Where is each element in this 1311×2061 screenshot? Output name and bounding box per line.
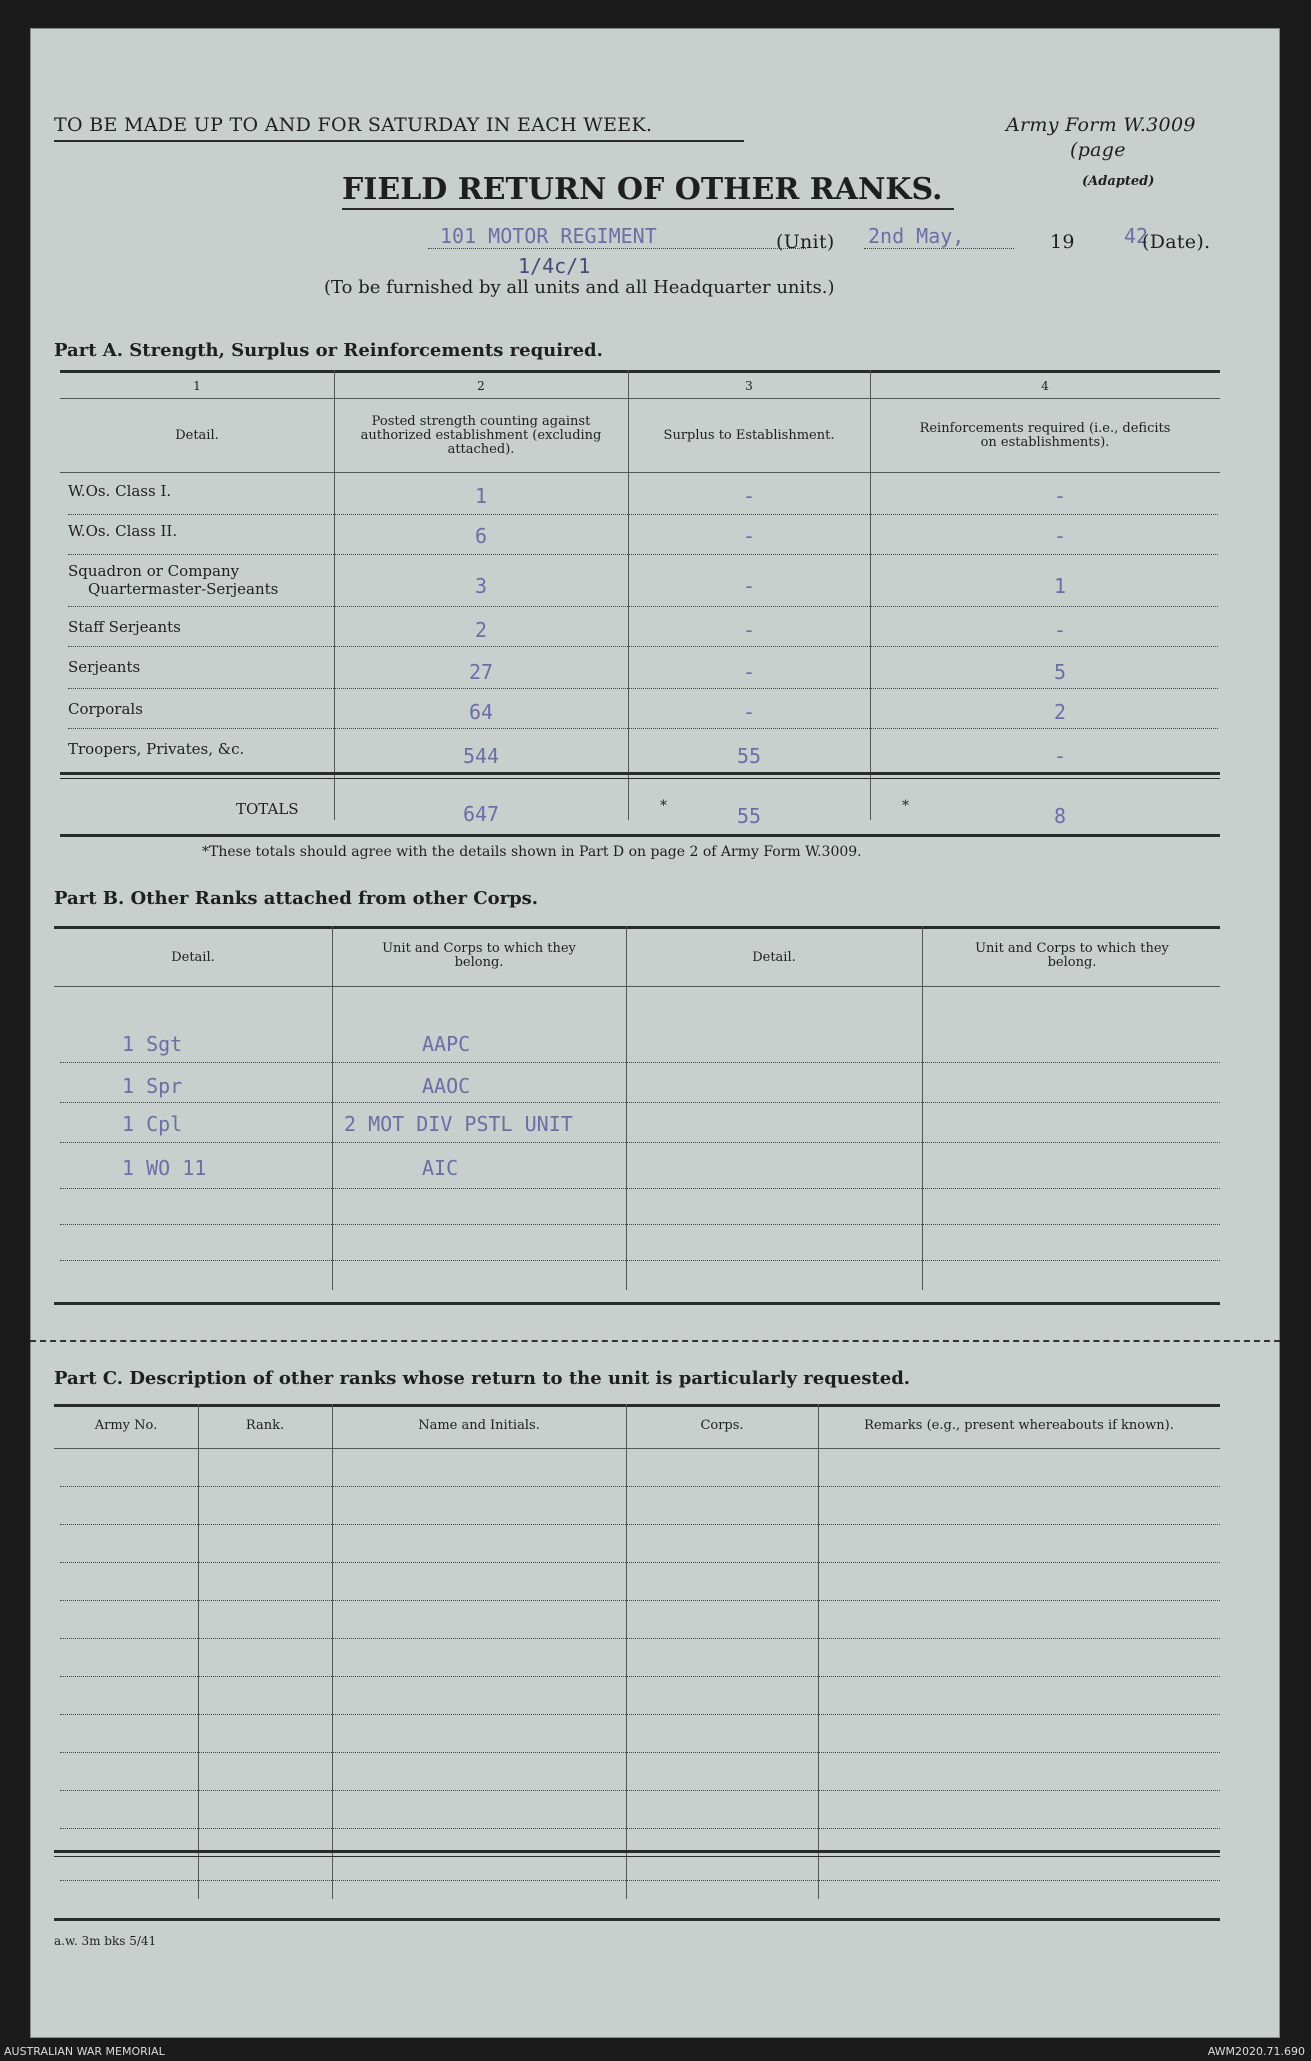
part-c-heading: Part C. Description of other ranks whose return to the unit is particularly requested. xyxy=(54,1368,911,1389)
part-c-row-rule-9 xyxy=(60,1790,1220,1791)
date-dotted-line xyxy=(864,248,1014,249)
totals-posted: 647 xyxy=(462,802,500,826)
part-b-row-rule-2 xyxy=(60,1102,1220,1103)
part-a-heading: Part A. Strength, Surplus or Reinforcements required. xyxy=(54,340,603,361)
row-posted-cpl: 64 xyxy=(468,700,494,724)
row-detail-wo2: W.Os. Class II. xyxy=(68,522,178,540)
part-a-header-rule xyxy=(60,472,1220,473)
form-number: Army Form W.3009 xyxy=(1006,114,1196,136)
col-number-1: 1 xyxy=(193,379,201,393)
row-reinf-staff-sgt: - xyxy=(1054,618,1067,642)
row-rule-3 xyxy=(68,606,1218,607)
col-header-reinforcements: Reinforcements required (i.e., deficits on establishments). xyxy=(919,421,1171,450)
totals-label: TOTALS xyxy=(236,800,299,818)
row-detail-wo1: W.Os. Class I. xyxy=(68,482,172,500)
totals-reinf: 8 xyxy=(1054,804,1067,828)
part-b-unit-2: AAOC xyxy=(422,1074,471,1098)
part-b-detail-1: 1 Sgt xyxy=(122,1032,183,1056)
unit-dotted-line xyxy=(428,248,806,249)
row-posted-sgt: 27 xyxy=(468,660,494,684)
col-number-4: 4 xyxy=(1041,379,1049,393)
row-detail-cqms: Squadron or Company xyxy=(68,562,240,580)
part-c-row-rule-4 xyxy=(60,1600,1220,1601)
part-b-bottom-rule xyxy=(54,1302,1220,1305)
row-detail-troopers: Troopers, Privates, &c. xyxy=(68,740,245,758)
part-c-double-rule-bottom xyxy=(54,1856,1220,1857)
part-a-num-rule xyxy=(60,398,1220,399)
row-reinf-cpl: 2 xyxy=(1054,700,1067,724)
part-c-row-rule-11 xyxy=(60,1880,1220,1881)
part-b-unit-4: AIC xyxy=(422,1156,459,1180)
part-c-col-divider-2 xyxy=(332,1404,333,1899)
row-surplus-cqms: - xyxy=(742,574,756,598)
print-code: a.w. 3m bks 5/41 xyxy=(54,1934,157,1948)
part-b-col-divider-2 xyxy=(626,926,627,1290)
part-b-top-rule xyxy=(54,926,1220,929)
row-surplus-staff-sgt: - xyxy=(742,618,756,642)
part-c-col-divider-3 xyxy=(626,1404,627,1899)
row-rule-4 xyxy=(68,646,1218,647)
furnish-note: (To be furnished by all units and all Headquarter units.) xyxy=(324,277,835,298)
reference-number: 1/4c/1 xyxy=(518,254,591,278)
row-surplus-sgt: - xyxy=(742,660,756,684)
date-label: (Date). xyxy=(1142,231,1211,253)
totals-footnote: *These totals should agree with the details shown in Part D on page 2 of Army Form W.3009. xyxy=(202,844,862,860)
part-c-header-army-no: Army No. xyxy=(94,1418,158,1433)
row-surplus-troopers: 55 xyxy=(736,744,762,768)
part-b-header-unit-2: Unit and Corps to which they belong. xyxy=(975,941,1169,970)
date-value: 2nd May, xyxy=(868,224,965,248)
part-c-top-rule xyxy=(54,1404,1220,1407)
year-value: 42 xyxy=(1124,224,1149,248)
row-rule-1 xyxy=(68,514,1218,515)
archive-left-label: AUSTRALIAN WAR MEMORIAL xyxy=(4,2045,165,2058)
part-b-row-rule-6 xyxy=(60,1260,1220,1261)
part-c-row-rule-7 xyxy=(60,1714,1220,1715)
row-posted-wo1: 1 xyxy=(474,484,488,508)
row-detail-cpl: Corporals xyxy=(68,700,143,718)
part-c-header-rank: Rank. xyxy=(245,1418,285,1433)
row-reinf-sgt: 5 xyxy=(1054,660,1067,684)
part-c-row-rule-5 xyxy=(60,1638,1220,1639)
weekly-instruction: TO BE MADE UP TO AND FOR SATURDAY IN EACH WEEK. xyxy=(54,114,653,136)
part-c-header-corps: Corps. xyxy=(700,1418,744,1433)
part-c-header-rule xyxy=(54,1448,1220,1449)
part-c-bottom-rule xyxy=(54,1918,1220,1921)
row-surplus-wo2: - xyxy=(742,524,756,548)
part-c-row-rule-1 xyxy=(60,1486,1220,1487)
part-b-row-rule-1 xyxy=(60,1062,1220,1063)
part-b-row-rule-3 xyxy=(60,1142,1220,1143)
col-header-surplus: Surplus to Establishment. xyxy=(663,428,835,443)
part-a-bottom-rule xyxy=(60,834,1220,837)
row-posted-wo2: 6 xyxy=(474,524,488,548)
row-rule-6 xyxy=(68,728,1218,729)
adapted-note: (Adapted) xyxy=(1082,174,1155,189)
totals-surplus: 55 xyxy=(736,804,762,828)
perforation-line xyxy=(30,1340,1280,1342)
totals-reinf-asterisk: * xyxy=(902,798,909,814)
row-posted-staff-sgt: 2 xyxy=(474,618,488,642)
part-c-row-rule-6 xyxy=(60,1676,1220,1677)
totals-double-rule-bottom xyxy=(60,778,1220,779)
part-b-col-divider-1 xyxy=(332,926,333,1290)
col-number-2: 2 xyxy=(477,379,485,393)
row-reinf-cqms: 1 xyxy=(1054,574,1067,598)
col-number-3: 3 xyxy=(745,379,753,393)
part-c-row-rule-10 xyxy=(60,1828,1220,1829)
row-reinf-wo1: - xyxy=(1054,484,1067,508)
unit-label: (Unit) xyxy=(776,231,835,253)
row-surplus-wo1: - xyxy=(742,484,756,508)
part-c-col-divider-4 xyxy=(818,1404,819,1899)
part-a-col-divider-3 xyxy=(870,370,871,820)
part-b-header-detail-1: Detail. xyxy=(171,950,215,965)
part-b-heading: Part B. Other Ranks attached from other Corps. xyxy=(54,888,539,909)
col-header-posted: Posted strength counting against authorized establishment (excluding attached). xyxy=(360,414,602,457)
year-prefix: 19 xyxy=(1050,231,1075,253)
part-b-row-rule-4 xyxy=(60,1188,1220,1189)
row-detail-sgt: Serjeants xyxy=(68,658,141,676)
part-b-header-unit-1: Unit and Corps to which they belong. xyxy=(382,941,576,970)
unit-value: 101 MOTOR REGIMENT xyxy=(440,224,657,248)
part-b-row-rule-5 xyxy=(60,1224,1220,1225)
title-underline xyxy=(342,208,954,210)
instruction-underline xyxy=(54,140,744,142)
part-b-col-divider-3 xyxy=(922,926,923,1290)
part-c-header-remarks: Remarks (e.g., present whereabouts if known). xyxy=(864,1418,1174,1433)
part-c-double-rule-top xyxy=(54,1850,1220,1853)
row-detail-cqms-2: Quartermaster-Serjeants xyxy=(88,580,279,598)
part-c-header-name: Name and Initials. xyxy=(418,1418,540,1433)
row-posted-troopers: 544 xyxy=(462,744,500,768)
part-b-unit-1: AAPC xyxy=(422,1032,471,1056)
row-rule-2 xyxy=(68,554,1218,555)
row-surplus-cpl: - xyxy=(742,700,756,724)
form-title: FIELD RETURN OF OTHER RANKS. xyxy=(342,172,943,207)
part-b-header-detail-2: Detail. xyxy=(752,950,796,965)
part-a-top-rule xyxy=(60,370,1220,373)
part-c-row-rule-3 xyxy=(60,1562,1220,1563)
archive-right-label: AWM2020.71.690 xyxy=(1207,2045,1305,2058)
row-rule-5 xyxy=(68,688,1218,689)
part-b-detail-3: 1 Cpl xyxy=(122,1112,183,1136)
form-sheet xyxy=(30,28,1280,2038)
part-b-detail-2: 1 Spr xyxy=(122,1074,183,1098)
part-b-unit-3: 2 MOT DIV PSTL UNIT xyxy=(344,1112,573,1136)
archive-caption-bar xyxy=(0,2043,1311,2061)
page-note: (page xyxy=(1070,139,1126,161)
part-c-col-divider-1 xyxy=(198,1404,199,1899)
row-posted-cqms: 3 xyxy=(474,574,488,598)
totals-double-rule-top xyxy=(60,772,1220,775)
part-c-row-rule-8 xyxy=(60,1752,1220,1753)
row-detail-staff-sgt: Staff Serjeants xyxy=(68,618,181,636)
part-b-header-rule xyxy=(54,986,1220,987)
part-c-row-rule-2 xyxy=(60,1524,1220,1525)
totals-surplus-asterisk: * xyxy=(660,798,667,814)
part-b-detail-4: 1 WO 11 xyxy=(122,1156,207,1180)
row-reinf-wo2: - xyxy=(1054,524,1067,548)
row-reinf-troopers: - xyxy=(1054,744,1067,768)
col-header-detail: Detail. xyxy=(175,428,219,443)
